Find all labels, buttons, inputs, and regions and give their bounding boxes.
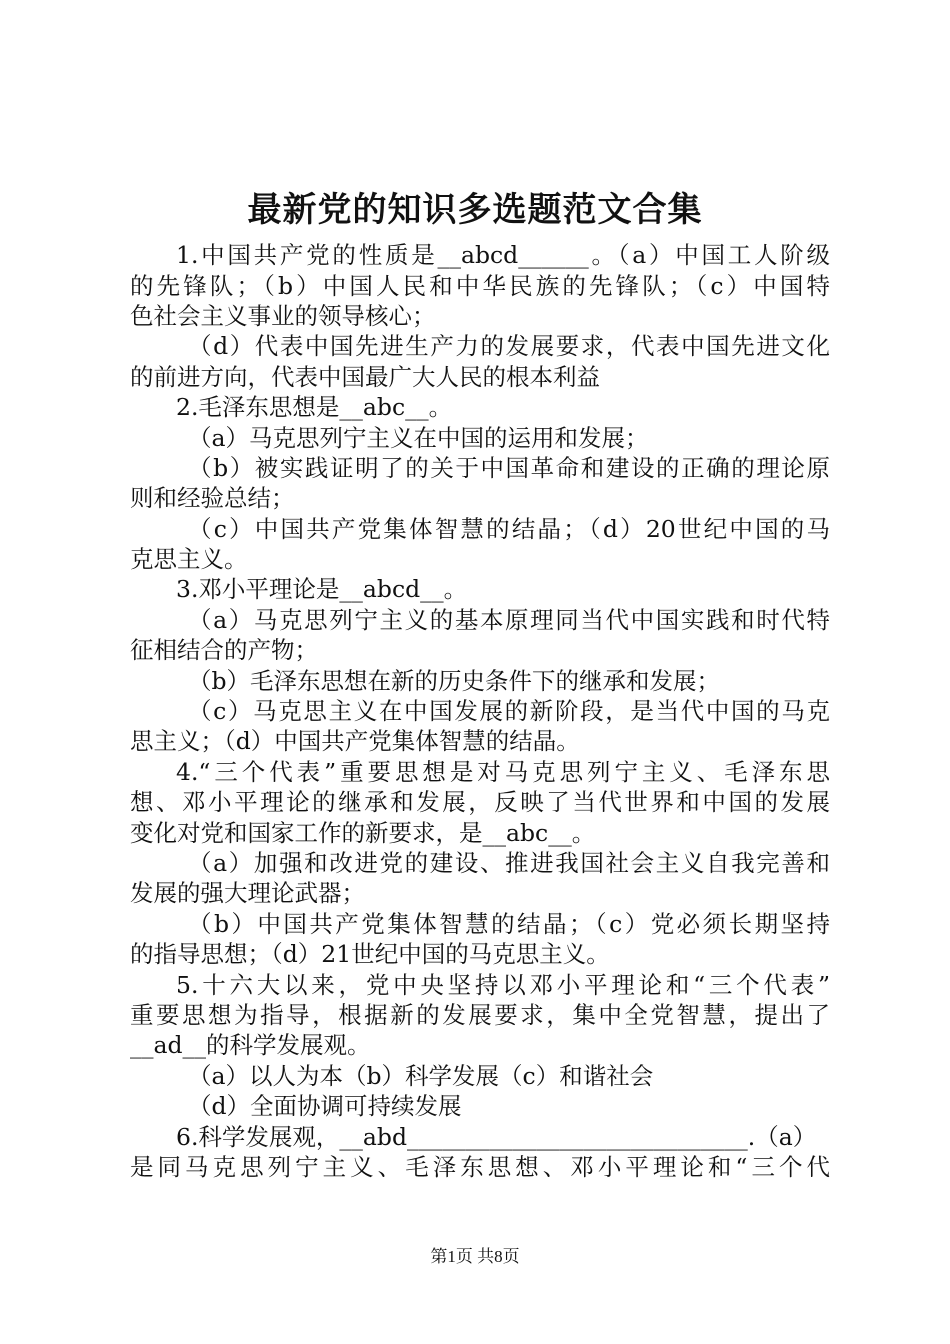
text-line: 想、邓小平理论的继承和发展，反映了当代世界和中国的发展 (130, 788, 830, 816)
text-line: 6.科学发展观，__abd_____________________________.（a） (176, 1123, 817, 1151)
text-line: （b）中国共产党集体智慧的结晶；（c）党必须长期坚持 (188, 910, 830, 938)
text-line: 的指导思想；（d）21世纪中国的马克思主义。 (130, 940, 610, 968)
page-number: 第1页 共8页 (430, 1247, 520, 1266)
text-line: 则和经验总结； (130, 484, 295, 512)
text-line: 发展的强大理论武器； (130, 879, 365, 907)
text-line: （a）以人为本（b）科学发展（c）和谐社会 (188, 1062, 654, 1090)
text-line: （c）中国共产党集体智慧的结晶；（d）20世纪中国的马 (188, 515, 830, 543)
text-line: __ad__的科学发展观。 (130, 1031, 371, 1059)
text-line: （a）马克思列宁主义在中国的运用和发展； (188, 424, 649, 452)
document-title: 最新党的知识多选题范文合集 (247, 190, 703, 230)
text-line: （b）被实践证明了的关于中国革命和建设的正确的理论原 (188, 454, 830, 482)
text-line: 2.毛泽东思想是__abc__。 (176, 393, 453, 421)
text-line: （d）代表中国先进生产力的发展要求，代表中国先进文化 (188, 332, 830, 360)
text-line: 思主义；（d）中国共产党集体智慧的结晶。 (130, 727, 580, 755)
text-line: 变化对党和国家工作的新要求，是__abc__。 (130, 819, 596, 847)
text-line: 5.十六大以来，党中央坚持以邓小平理论和“三个代表” (176, 971, 830, 999)
text-line: （d）全面协调可持续发展 (188, 1092, 462, 1120)
text-line: 重要思想为指导，根据新的发展要求，集中全党智慧，提出了 (130, 1001, 830, 1029)
text-line: 克思主义。 (130, 545, 248, 573)
text-line: 征相结合的产物； (130, 636, 318, 664)
text-line: 3.邓小平理论是__abcd__。 (176, 575, 468, 603)
text-line: （a）马克思列宁主义的基本原理同当代中国实践和时代特 (188, 606, 830, 634)
text-line: 的先锋队；（b）中国人民和中华民族的先锋队；（c）中国特 (130, 272, 830, 300)
text-line: （c）马克思主义在中国发展的新阶段，是当代中国的马克 (188, 697, 830, 725)
text-line: （b）毛泽东思想在新的历史条件下的继承和发展； (188, 667, 721, 695)
text-line: 的前进方向，代表中国最广大人民的根本利益 (130, 363, 600, 391)
text-line: （a）加强和改进党的建设、推进我国社会主义自我完善和 (188, 849, 830, 877)
text-line: 色社会主义事业的领导核心； (130, 302, 436, 330)
text-line: 1.中国共产党的性质是__abcd______。（a）中国工人阶级 (176, 241, 830, 269)
text-line: 是同马克思列宁主义、毛泽东思想、邓小平理论和“三个代 (130, 1153, 830, 1181)
text-line: 4.“三个代表”重要思想是对马克思列宁主义、毛泽东思 (176, 758, 830, 786)
